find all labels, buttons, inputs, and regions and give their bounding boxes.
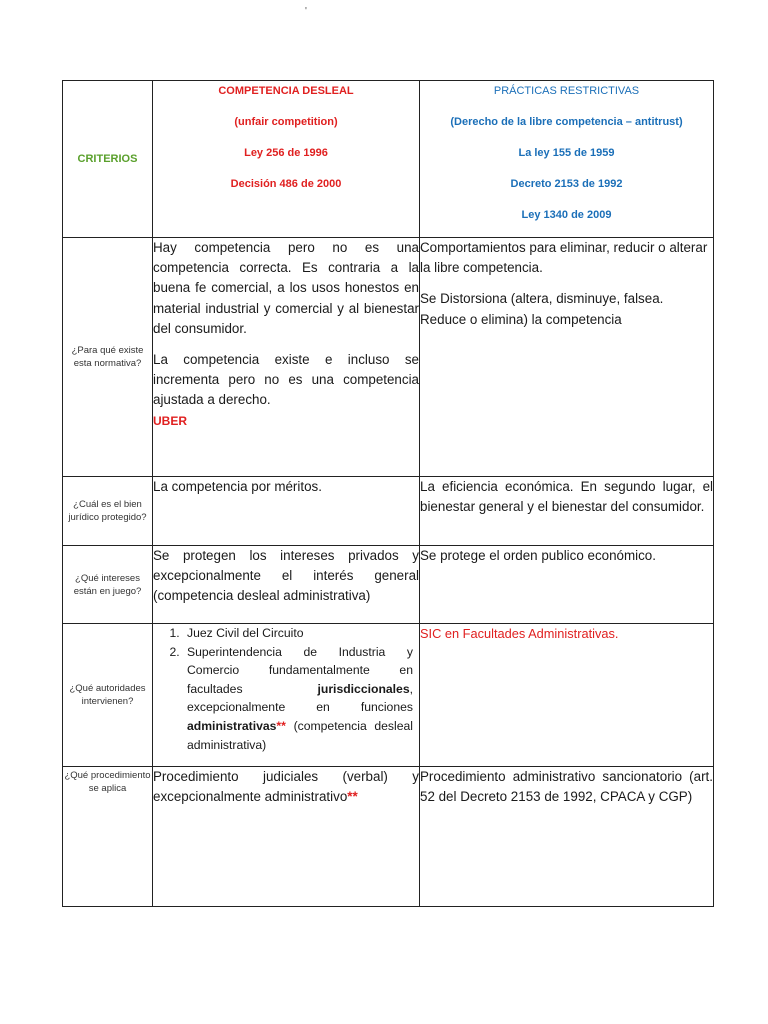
- uber-label: UBER: [153, 413, 188, 428]
- restrictivas-text: Comportamientos para eliminar, reducir o alterar la libre competencia.: [420, 240, 708, 276]
- authority-text-2: , excepcionalmente en funciones: [187, 681, 413, 715]
- desleal-cell: [153, 624, 420, 767]
- criterion-label: ¿Qué autoridades intervienen?: [69, 683, 146, 707]
- table-row: [63, 624, 714, 767]
- criterion-cell: [63, 477, 153, 546]
- restrictivas-header: [420, 81, 714, 238]
- criterios-label: CRITERIOS: [77, 153, 138, 165]
- comparison-table: [62, 80, 714, 907]
- criterion-cell: [63, 546, 153, 624]
- restrictivas-text: Procedimiento administrativo sancionatorio (art. 52 del Decreto 2153 de 1992, CPACA y CGP): [420, 769, 713, 805]
- desleal-cell: [153, 767, 420, 907]
- asterisk-mark: **: [347, 789, 358, 805]
- desleal-subtitle: (unfair competition): [234, 116, 338, 128]
- desleal-ley: Ley 256 de 1996: [244, 147, 328, 159]
- administrativas-text: administrativas: [187, 718, 277, 733]
- restrictivas-cell: [420, 477, 714, 546]
- restrictivas-text: La eficiencia económica. En segundo lugar, el bienestar general y el bienestar del consumidor.: [420, 479, 713, 515]
- restrictivas-text: SIC en Facultades Administrativas.: [420, 626, 619, 641]
- list-item: [183, 643, 413, 755]
- criterion-label: ¿Qué intereses están en juego?: [73, 572, 142, 597]
- restrictivas-ley-1340: Ley 1340 de 2009: [521, 209, 612, 221]
- desleal-decision: Decisión 486 de 2000: [230, 178, 342, 190]
- authority-text: Superintendencia de Industria y Comercio fundamentalmente en facultades: [187, 644, 413, 696]
- criterios-header: [63, 81, 153, 238]
- restrictivas-cell: [420, 767, 714, 907]
- table-row: [63, 767, 714, 907]
- desleal-header: [153, 81, 420, 238]
- desleal-title: COMPETENCIA DESLEAL: [218, 85, 354, 97]
- restrictivas-text-2: Se Distorsiona (altera, disminuye, falsea. Reduce o elimina) la competencia: [420, 291, 664, 327]
- restrictivas-cell: [420, 546, 714, 624]
- header-row: [63, 81, 714, 238]
- desleal-cell: [153, 546, 420, 624]
- criterion-label: ¿Qué procedimiento se aplica: [64, 770, 151, 794]
- restrictivas-text: Se protege el orden publico económico.: [420, 548, 656, 563]
- criterion-cell: [63, 767, 153, 907]
- table-row: [63, 546, 714, 624]
- restrictivas-cell: [420, 238, 714, 477]
- list-item: 1. Juez Civil del Circuito: [183, 624, 413, 643]
- desleal-cell: [153, 238, 420, 477]
- restrictivas-decreto: Decreto 2153 de 1992: [510, 178, 623, 190]
- desleal-cell: [153, 477, 420, 546]
- table-row: [63, 238, 714, 477]
- desleal-text: La competencia por méritos.: [153, 479, 322, 494]
- table-row: [63, 477, 714, 546]
- desleal-text: Procedimiento judiciales (verbal) y excepcionalmente administrativo: [153, 769, 419, 805]
- desleal-text: Hay competencia pero no es una competencia correcta. Es contraria a la buena fe comercial, a los usos honestos en material industrial y comercial y al bienestar del consumidor.: [153, 240, 419, 336]
- criterion-label: ¿Cuál es el bien jurídico protegido?: [68, 499, 147, 523]
- restrictivas-cell: [420, 624, 714, 767]
- desleal-text-2: La competencia existe e incluso se incrementa pero no es una competencia ajustada a derecho.: [153, 352, 419, 408]
- authority-list: [159, 624, 413, 754]
- restrictivas-ley-155: La ley 155 de 1959: [518, 147, 615, 159]
- restrictivas-title: PRÁCTICAS RESTRICTIVAS: [493, 85, 640, 97]
- asterisk-mark: **: [276, 718, 286, 733]
- top-mark: ': [305, 6, 307, 17]
- jurisdiccionales-text: jurisdiccionales: [317, 681, 410, 696]
- criterion-cell: [63, 624, 153, 767]
- criterion-label: ¿Para qué existe esta normativa?: [71, 345, 144, 369]
- desleal-text: Se protegen los intereses privados y excepcionalmente el interés general (competencia desleal administrativa): [153, 548, 419, 604]
- criterion-cell: [63, 238, 153, 477]
- restrictivas-subtitle: (Derecho de la libre competencia – antitrust): [450, 116, 683, 128]
- authority-text-3: (competencia desleal administrativa): [187, 718, 413, 752]
